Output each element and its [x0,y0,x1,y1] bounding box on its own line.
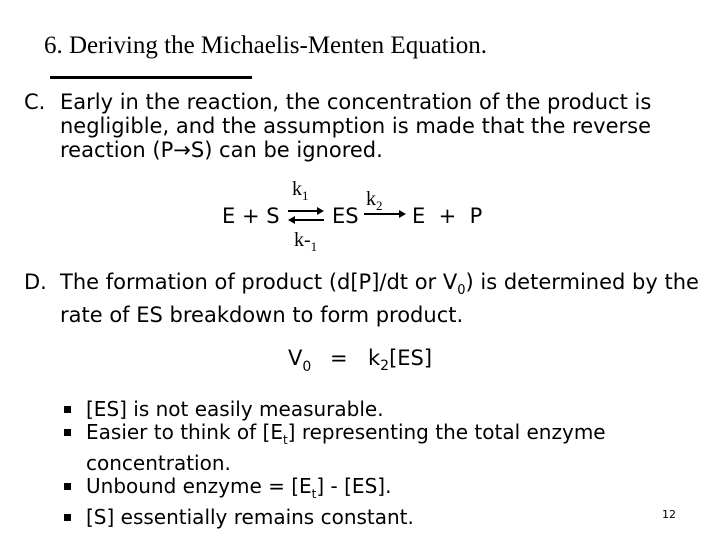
bullet-list [62,398,662,529]
bullet-square-icon [64,406,71,413]
bullet-item [62,421,662,475]
reverse-arrow-head [288,216,295,224]
bullet-item [62,475,662,506]
rate-equation-equals: = [330,346,348,370]
section-c-marker: C. [24,90,46,114]
bullet-text: [S] essentially remains constant. [86,505,414,529]
bullet-item [62,506,662,529]
bullet-text: Easier to think of $[E_t]$ representing the total enzyme [86,420,606,447]
section-d-marker: D. [24,270,47,294]
bullet-square-icon [64,429,71,436]
title-underline [50,76,252,79]
section-d-text: The formation of product (d[P]/dt or $V_0$) is determined by the rate of ES breakdown to form product. [60,270,699,328]
product-arrow [364,208,408,220]
rate-constant-k-minus1: $k-_1$ [294,229,318,254]
slide-title: 6. Deriving the Michaelis-Menten Equation. [44,32,487,59]
bullet-text: Unbound enzyme = $[E_t] - [ES]$. [86,474,392,501]
reaction-reactants: E + S [222,204,280,228]
rate-constant-k2: $k_2$ [366,188,383,213]
bullet-square-icon [64,514,71,521]
section-d [24,270,704,327]
section-c [24,90,684,162]
page-number: 12 [662,508,676,521]
rate-constant-k1: $k_1$ [292,178,309,203]
bullet-item [62,398,662,421]
equilibrium-arrows [286,204,326,226]
reaction-complex: ES [332,204,359,228]
product-arrow-head [399,210,406,218]
section-c-text: Early in the reaction, the concentration of the product is negligible, and the assumption is made that the reverse reaction (P→S) can be ignored. [60,90,652,162]
reaction-products: E + P [412,204,483,228]
rate-equation-rhs: $k_2[ES]$ [368,346,433,375]
bullet-text: [ES] is not easily measurable. [86,397,384,421]
rate-equation-lhs: $V_0$ [288,346,312,375]
bullet-square-icon [64,483,71,490]
bullet-text-continuation: concentration. [86,451,231,475]
forward-arrow-head [317,207,324,215]
